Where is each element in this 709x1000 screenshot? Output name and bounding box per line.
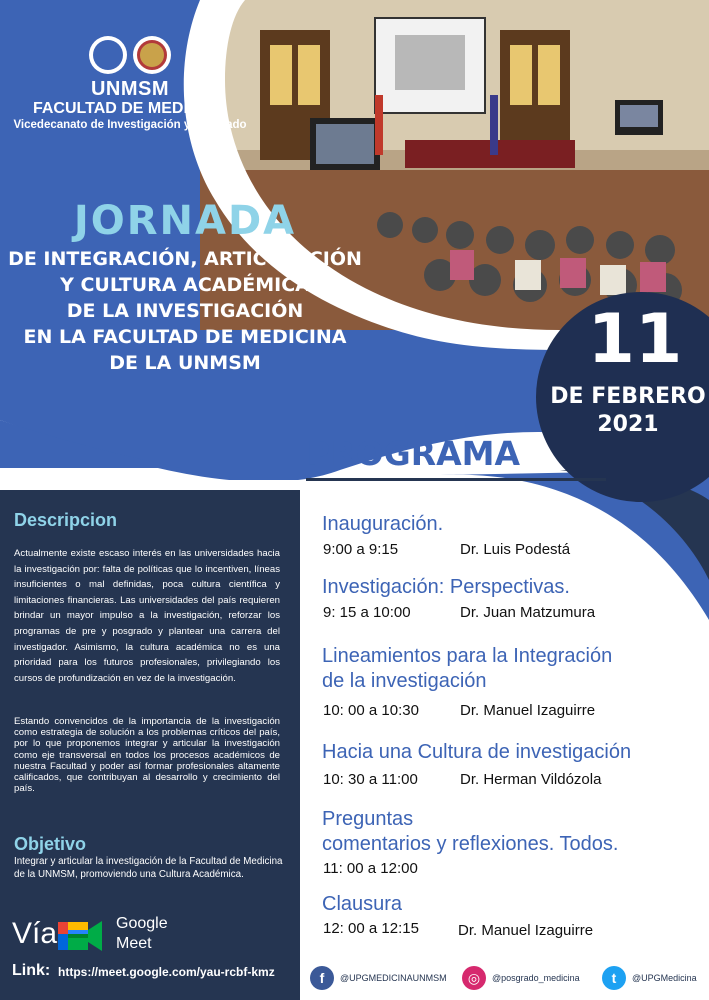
platform-name-line: Google: [116, 915, 168, 932]
social-instagram[interactable]: [462, 966, 580, 990]
program-item-title: Inauguración.: [322, 513, 444, 535]
social-twitter[interactable]: [602, 966, 697, 990]
facebook-handle: @UPGMEDICINAUNMSM: [340, 973, 447, 983]
program-item-time: 11: 00 a 12:00: [323, 860, 418, 877]
link-label: Link:: [12, 962, 51, 979]
program-item-title: Hacia una Cultura de investigación: [322, 741, 632, 763]
subtitle-line: DE LA UNMSM: [109, 352, 261, 374]
program-item-speaker: Dr. Herman Vildózola: [460, 771, 602, 788]
program-item-speaker: Dr. Manuel Izaguirre: [460, 702, 596, 719]
via-label: Vía: [12, 917, 58, 950]
subtitle-line: EN LA FACULTAD DE MEDICINA: [23, 326, 347, 348]
instagram-icon: ◎: [462, 966, 486, 990]
meet-link[interactable]: https://meet.google.com/yau-rcbf-kmz: [58, 965, 275, 979]
subtitle-line: DE LA INVESTIGACIÓN: [66, 300, 304, 322]
program-item-title: comentarios y reflexiones. Todos.: [322, 833, 619, 855]
program-item-time: 9: 15 a 10:00: [323, 604, 411, 621]
university-name: UNMSM: [90, 78, 170, 100]
google-meet-icon: [56, 916, 106, 956]
facebook-icon: f: [310, 966, 334, 990]
program-item-speaker: Dr. Manuel Izaguirre: [458, 922, 594, 939]
platform-name-line: Meet: [116, 935, 152, 952]
program-item-title: de la investigación: [322, 670, 487, 692]
subtitle-line: DE INTEGRACIÓN, ARTICULACIÓN: [8, 248, 362, 270]
date-month: DE FEBRERO: [550, 384, 706, 409]
twitter-icon: t: [602, 966, 626, 990]
program-item-title: Preguntas: [322, 808, 414, 830]
faculty-name: FACULTAD DE MEDICINA: [32, 100, 228, 117]
program-item-time: 9:00 a 9:15: [323, 541, 399, 558]
program-item-speaker: Dr. Juan Matzumura: [460, 604, 596, 621]
program-item-time: 10: 30 a 11:00: [323, 771, 418, 788]
vicedecanato-name: Vicedecanato de Investigación y Posgrado: [13, 119, 247, 131]
program-item-title: Investigación: Perspectivas.: [322, 576, 570, 598]
faculty-seal-icon: [133, 36, 171, 74]
descripcion-text-2: Estando convencidos de la importancia de la investigación como estrategia de solución a los problemas críticos del país, por lo que proponemos integrar y articular la investigación como eje transversal en todos los procesos académicos de nuestra Facultad y poder así formar profesionales altamente calificados, que contribuyan al desarrollo y crecimiento del país.: [14, 716, 280, 795]
twitter-handle: @UPGMedicina: [632, 973, 697, 983]
event-subtitle: [0, 246, 370, 376]
date-day: 11: [587, 300, 683, 379]
unmsm-seal-icon: [89, 36, 127, 74]
objetivo-heading: Objetivo: [14, 834, 87, 854]
programa-heading: PROGRAMA: [306, 434, 521, 473]
program-item-time: 12: 00 a 12:15: [323, 920, 419, 937]
event-title: JORNADA: [73, 198, 297, 244]
programa-divider: [306, 478, 606, 481]
program-item-title: Lineamientos para la Integración: [322, 645, 613, 667]
social-facebook[interactable]: [310, 966, 447, 990]
objetivo-text: Integrar y articular la investigación de la Facultad de Medicina de la UNMSM, promoviendo una Cultura Académica.: [14, 856, 283, 880]
program-item-time: 10: 00 a 10:30: [323, 702, 419, 719]
institution-header: [0, 36, 260, 133]
program-item-title: Clausura: [322, 893, 403, 915]
descripcion-text: Actualmente existe escaso interés en las universidades hacia la investigación por: falta de políticas que lo incentiven, líneas insuficientes o mal definidas, poca cultura científica y limitaciones financieras. Las universidades del país requieren brindar un mayor impulso a la investigación, reforzar los programas de pre y posgrado y plantear una carrera del investigador. Asimismo, la cultura académica no es una prioridad para los futuros profesionales, privilegiando los cursos de profundización en vez de la investigación.: [14, 548, 280, 684]
subtitle-line: Y CULTURA ACADÉMICA: [60, 274, 310, 296]
date-year: 2021: [597, 412, 659, 437]
descripcion-heading: Descripcion: [14, 510, 118, 530]
platform-name: [116, 914, 186, 954]
program-item-speaker: Dr. Luis Podestá: [460, 541, 571, 558]
instagram-handle: @posgrado_medicina: [492, 973, 580, 983]
